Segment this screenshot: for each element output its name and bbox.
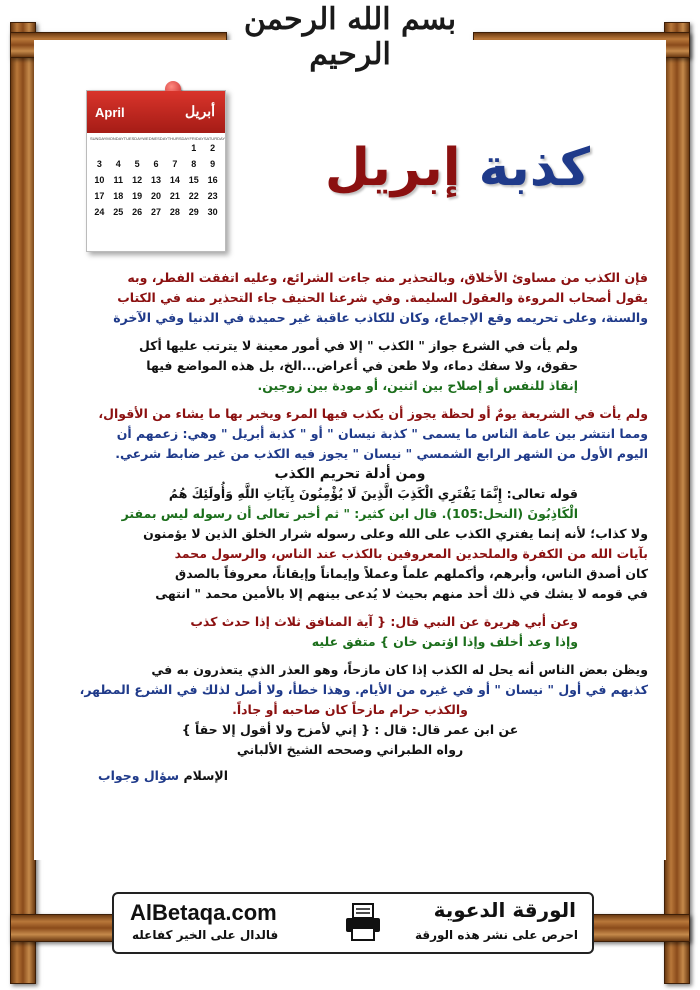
footer-slogan: فالدال على الخير كفاعله <box>132 928 279 942</box>
calendar-day: 25 <box>113 207 124 217</box>
calendar-day: 3 <box>96 159 102 169</box>
calendar-day: 24 <box>94 207 105 217</box>
hadith-line: عن ابن عمر قال: قال : { إني لأمزح ولا أقول إلا حقاً } <box>181 722 519 737</box>
paragraph-line: والكذب حرام مازحاً كان صاحبه أو جاداً. <box>232 702 468 717</box>
paragraph-line: ولم يأت في الشريعة يومٌ أو لحظة يجوز أن يكذب فيها المرء ويخبر بها ما يشاء من الأقوال، <box>98 406 648 421</box>
calendar-day: 13 <box>150 175 161 185</box>
calendar-day: 17 <box>94 191 105 201</box>
calendar-day-name: SATURDAY <box>203 136 226 141</box>
page-title <box>325 138 590 198</box>
paragraph-line: اليوم الأول من الشهر الرابع الشمسي " نيسان " يجوز فيه الكذب من غير ضابط شرعي. <box>115 446 648 461</box>
paragraph-line: ويظن بعض الناس أنه يحل له الكذب إذا كان مازحاً، وهو العذر الذي يتعذرون به في <box>151 662 648 677</box>
calendar-day-names <box>87 133 225 141</box>
calendar-day: 12 <box>132 175 143 185</box>
calendar-day-name: MONDAY <box>106 136 124 141</box>
calendar-day <box>147 143 166 153</box>
source-credit <box>52 766 648 786</box>
calendar-day <box>128 143 147 153</box>
calendar-day: 19 <box>132 191 143 201</box>
calendar-grid <box>87 141 225 219</box>
source-prefix: الإسلام <box>183 768 228 783</box>
calendar-day: 28 <box>169 207 180 217</box>
calendar-day-name: SUNDAY <box>90 136 107 141</box>
calendar-illustration <box>86 90 226 252</box>
calendar-day: 26 <box>132 207 143 217</box>
paragraph-line: في قومه لا يشك في ذلك أحد منهم بحيث لا يُدعى بينهم إلا بالأمين محمد " انتهى <box>155 586 648 601</box>
paragraph-line: فإن الكذب من مساوئ الأخلاق، وبالتحذير منه جاءت الشرائع، وعليه اتفقت الفطر، وبه <box>127 270 648 285</box>
paragraph-line: كذبهم في أول " نيسان " أو في غيره من الأيام. وهذا خطأ، ولا أصل لذلك في الشرع المطهر، <box>79 682 648 697</box>
source-name: سؤال وجواب <box>98 768 180 783</box>
calendar-day: 8 <box>191 159 197 169</box>
hadith-line: وعن أبي هريرة عن النبي قال: { آية المنافق ثلاث إذا حدث كذب <box>190 614 578 629</box>
paragraph-line: حقوق، ولا سفك دماء، ولا طعن في أعراض...الخ، بل هذه المواضع فيها <box>146 358 578 373</box>
calendar-day: 14 <box>169 175 180 185</box>
title-word-1: كذبة <box>478 138 590 198</box>
paragraph-line: قوله تعالى: إِنَّمَا يَفْتَرِي الْكَذِبَ الَّذِينَ لَا يُؤْمِنُونَ بِآيَاتِ اللَّهِ وَأُولَئِكَ هُمُ <box>168 486 578 501</box>
paragraph-line: والسنة، وعلى تحريمه وقع الإجماع، وكان للكاذب عاقبة غير حميدة في الدنيا وفي الآخرة <box>113 310 648 325</box>
section-heading: ومن أدلة تحريم الكذب <box>274 466 426 482</box>
calendar-day: 5 <box>134 159 140 169</box>
paragraph-line: ولا كذاب؛ لأنه إنما يفتري الكذب على الله وعلى رسوله شرار الخلق الذين لا يؤمنون <box>143 526 648 541</box>
citation-line: رواه الطبراني وصححه الشيخ الألباني <box>236 742 464 757</box>
calendar-day: 9 <box>210 159 216 169</box>
calendar-day: 23 <box>207 191 218 201</box>
calendar-day: 20 <box>150 191 161 201</box>
calendar-day: 10 <box>94 175 105 185</box>
paragraph-line: يقول أصحاب المروءة والعقول السليمة. وفي شرعنا الحنيف جاء التحذير منه في الكتاب <box>117 290 648 305</box>
calendar-day-name: TUESDAY <box>123 136 143 141</box>
paragraph-line: ومما انتشر بين عامة الناس ما يسمى " كذبة نيسان " أو " كذبة أبريل " وهي: زعمهم أن <box>116 426 648 441</box>
calendar-day <box>165 143 184 153</box>
calendar-day: 4 <box>115 159 121 169</box>
calendar-day: 11 <box>113 175 124 185</box>
calendar-month-en: April <box>95 105 125 120</box>
calendar-day-name: THURSDAY <box>167 136 190 141</box>
printer-icon <box>344 902 382 942</box>
calendar-day: 1 <box>191 143 197 153</box>
footer-brand: الورقة الدعوية <box>433 898 576 922</box>
paragraph-line: كان أصدق الناس، وأبرهم، وأكملهم علماً وعملاً وإيماناً وإيقاناً، معروفاً بالصدق <box>175 566 648 581</box>
frame-post-left <box>10 22 36 984</box>
article-body <box>52 268 648 786</box>
paragraph-line: بآيات الله من الكفرة والملحدين المعروفين بالكذب عند الناس، والرسول محمد <box>174 546 648 561</box>
title-word-2: إبريل <box>324 138 461 198</box>
calendar-day <box>90 143 109 153</box>
basmala-calligraphy: بسم الله الرحمن الرحيم <box>243 2 457 72</box>
calendar-day-name: FRIDAY <box>189 136 204 141</box>
paragraph-line: ولم يأت في الشرع جواز " الكذب " إلا في أمور معينة لا يترتب عليها أكل <box>139 338 578 353</box>
paragraph-line: إنقاذ للنفس أو إصلاح بين اثنين، أو مودة بين زوجين. <box>257 378 578 393</box>
calendar-day-name: WEDNESDAY <box>142 136 168 141</box>
calendar-day: 29 <box>188 207 199 217</box>
hadith-line: وإذا وعد أخلف وإذا اؤتمن خان } متفق عليه <box>311 634 578 649</box>
site-url[interactable]: AlBetaqa.com <box>130 900 277 925</box>
calendar-day: 6 <box>153 159 159 169</box>
calendar-day: 18 <box>113 191 124 201</box>
calendar-month-ar: أبريل <box>184 103 215 119</box>
footer-banner <box>112 892 594 954</box>
calendar-day: 21 <box>169 191 180 201</box>
calendar-day: 27 <box>150 207 161 217</box>
paragraph-line: الْكَاذِبُونَ (النحل:105). قال ابن كثير: " ثم أخبر تعالى أن رسوله ليس بمفتر <box>121 506 578 521</box>
footer-hint: احرص على نشر هذه الورقة <box>414 928 578 942</box>
frame-post-right <box>664 22 690 984</box>
calendar-header <box>87 91 225 133</box>
calendar-day: 7 <box>172 159 178 169</box>
calendar-day: 30 <box>207 207 218 217</box>
calendar-day: 16 <box>207 175 218 185</box>
calendar-day: 15 <box>188 175 199 185</box>
calendar-day <box>109 143 128 153</box>
calendar-day: 2 <box>210 143 216 153</box>
calendar-day: 22 <box>188 191 199 201</box>
